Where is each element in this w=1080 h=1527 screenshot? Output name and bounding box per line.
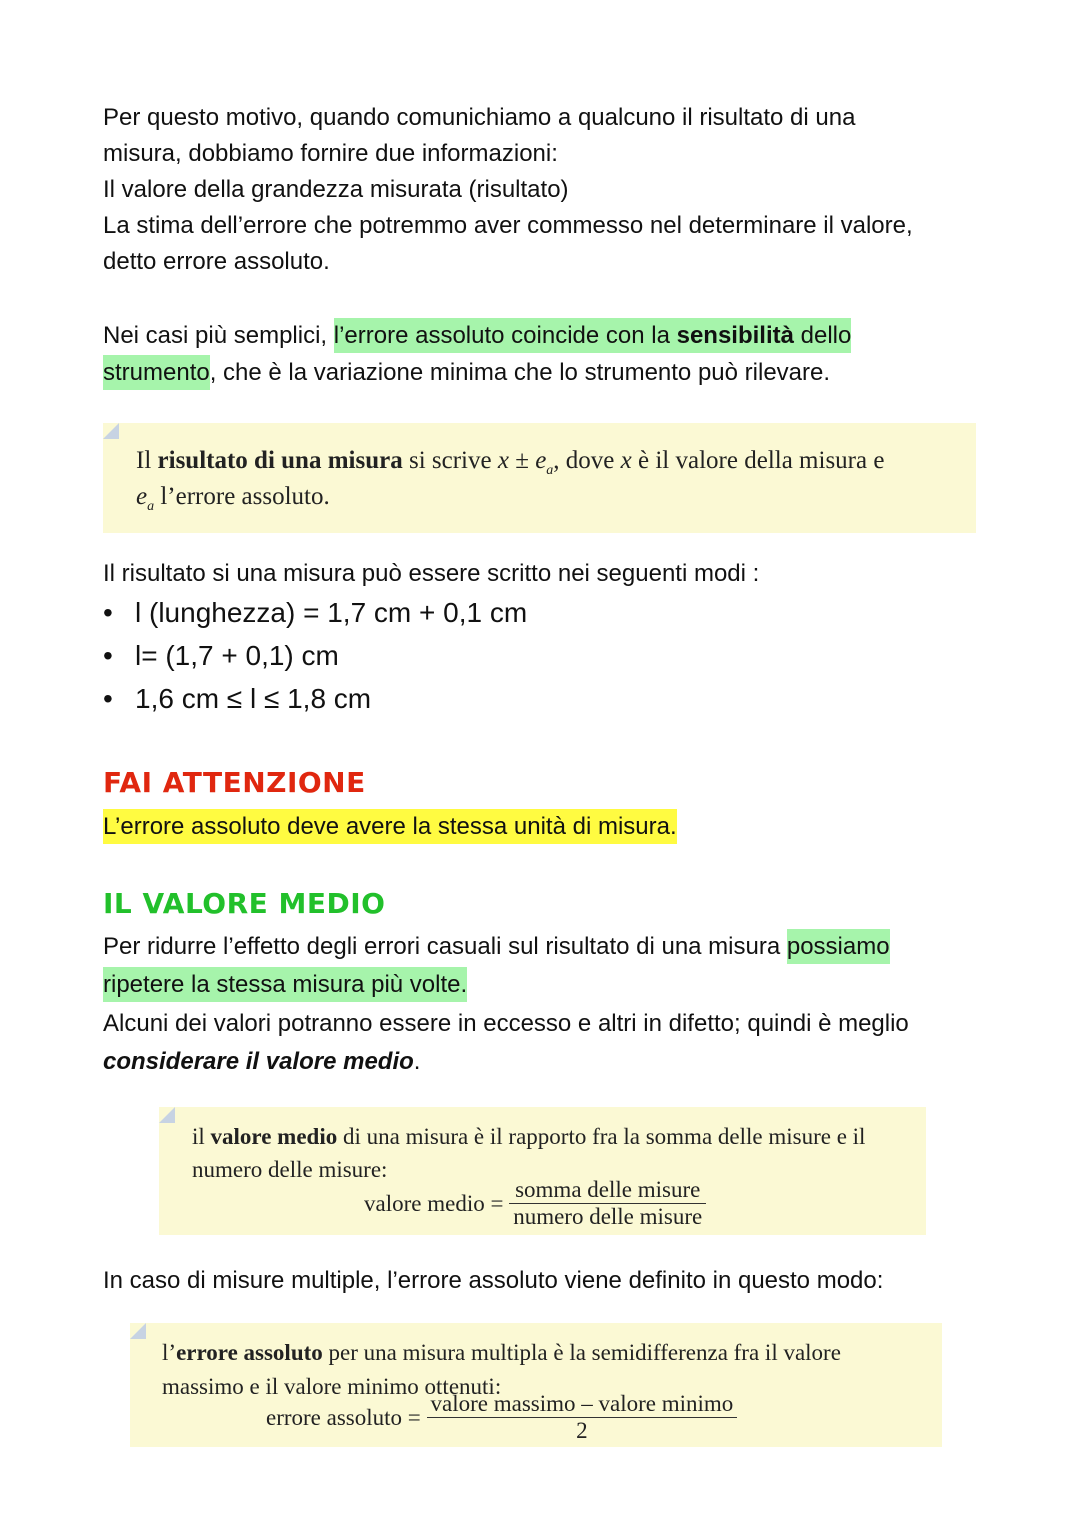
text-line: Alcuni dei valori potranno essere in eccesso e altri in difetto; quindi è meglio	[103, 1010, 909, 1037]
highlight-green: possiamo	[787, 929, 890, 964]
bullet-icon: •	[103, 683, 113, 714]
bold-term: sensibilità	[676, 322, 794, 349]
text-line: Per questo motivo, quando comunichiamo a qualcuno il risultato di una	[103, 104, 856, 131]
text-line	[103, 354, 830, 391]
definition-box-mean	[159, 1107, 926, 1235]
attention-heading: FAI ATTENZIONE	[103, 766, 366, 799]
definition-text: il valore medio di una misura è il rapporto fra la somma delle misure e il	[192, 1124, 866, 1149]
text-line: La stima dell’errore che potremmo aver commesso nel determinare il valore,	[103, 212, 913, 239]
modes-intro: Il risultato si una misura può essere scritto nei seguenti modi :	[103, 560, 760, 587]
text-line: Il valore della grandezza misurata (risultato)	[103, 176, 569, 203]
text-span: , che è la variazione minima che lo strumento può rilevare.	[209, 359, 831, 386]
text-line: detto errore assoluto.	[103, 248, 330, 275]
emphasis-term: considerare il valore medio	[103, 1048, 414, 1075]
definition-text: $e_a$ l’errore assoluto.	[136, 483, 330, 514]
highlight-green: ripetere la stessa misura più volte.	[103, 967, 467, 1002]
corner-marker-icon	[130, 1323, 146, 1339]
highlight-green: strumento	[103, 355, 210, 390]
definition-text: Il risultato di una misura si scrive $x \pm e_a$, dove x è il valore della misura e	[136, 447, 885, 478]
text-span: Nei casi più semplici,	[103, 322, 334, 349]
definition-box-result	[103, 423, 976, 533]
text-span: dello	[793, 322, 852, 349]
mean-heading: IL VALORE MEDIO	[103, 887, 386, 920]
definition-text: l’errore assoluto per una misura multipla è la semidifferenza fra il valore	[162, 1340, 841, 1365]
definition-text: numero delle misure:	[192, 1157, 388, 1182]
corner-marker-icon	[103, 423, 119, 439]
text-line: misura, dobbiamo fornire due informazioni:	[103, 140, 558, 167]
corner-marker-icon	[159, 1107, 175, 1123]
multi-text: In caso di misure multiple, l’errore assoluto viene definito in questo modo:	[103, 1267, 884, 1294]
text-span: l’errore assoluto coincide con la	[333, 322, 677, 349]
highlight-yellow: L’errore assoluto deve avere la stessa unità di misura.	[103, 809, 677, 844]
mean-formula: valore medio = $\frac{\text{somma delle misure}}{\text{numero delle misure}}$	[364, 1177, 706, 1230]
text-line	[103, 317, 851, 354]
highlight-green	[334, 318, 852, 353]
attention-text	[103, 808, 677, 845]
list-item-text: l (lunghezza) = 1,7 cm + 0,1 cm	[135, 597, 528, 628]
text-line	[103, 966, 467, 1003]
list-item-text: l= (1,7 + 0,1) cm	[135, 640, 339, 671]
abs-error-formula: errore assoluto = $\frac{\text{valore massimo – valore minimo}}{2}$	[266, 1391, 737, 1444]
bullet-icon: •	[103, 640, 113, 671]
definition-box-abs-error	[130, 1323, 942, 1447]
text-line: considerare il valore medio.	[103, 1048, 421, 1075]
fraction: $\frac{\text{valore massimo – valore minimo}}{2}$	[427, 1391, 738, 1444]
fraction: $\frac{\text{somma delle misure}}{\text{numero delle misure}}$	[509, 1177, 706, 1230]
definition-text: massimo e il valore minimo ottenuti:	[162, 1374, 502, 1399]
text-line: Per ridurre l’effetto degli errori casuali sul risultato di una misura possiamo	[103, 928, 890, 965]
list-item-text: 1,6 cm ≤ l ≤ 1,8 cm	[135, 683, 372, 714]
bullet-icon: •	[103, 597, 113, 628]
